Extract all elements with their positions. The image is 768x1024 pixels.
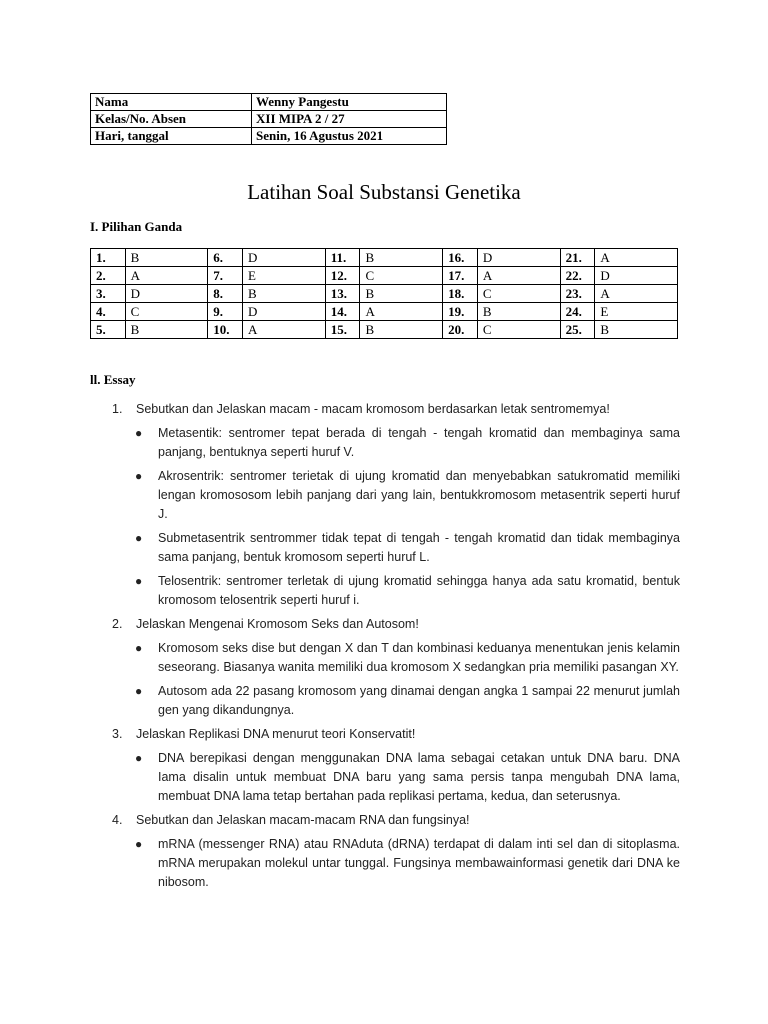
bullet-text: Autosom ada 22 pasang kromosom yang dinamai dengan angka 1 sampai 22 menurut jumlah gen yang dikandungnya. [158,684,680,717]
info-value: XII MIPA 2 / 27 [252,111,447,128]
info-row-name [91,94,447,111]
answer-bullet [0,572,768,610]
answer-number: 4. [91,303,126,321]
answer-number: 14. [325,303,360,321]
info-value: Wenny Pangestu [252,94,447,111]
essay-section [0,400,768,897]
answer-number: 20. [443,321,478,339]
answer-row [91,249,678,267]
answer-number: 9. [208,303,243,321]
bullet-icon: ● [135,751,143,765]
answer-choice: A [360,303,443,321]
answer-number: 10. [208,321,243,339]
question-number: 4. [112,813,123,827]
answer-bullet [0,835,768,892]
answer-number: 24. [560,303,595,321]
info-label: Hari, tanggal [91,128,252,145]
question-text: Jelaskan Mengenai Kromosom Seks dan Autosom! [136,617,419,631]
answer-choice: B [360,249,443,267]
answer-number: 16. [443,249,478,267]
essay-question [0,400,768,419]
answer-grid [90,248,678,339]
answer-bullet [0,639,768,677]
answer-choice: A [595,249,678,267]
answer-number: 19. [443,303,478,321]
answer-choice: A [477,267,560,285]
answer-choice: E [595,303,678,321]
answer-row [91,267,678,285]
bullet-icon: ● [135,641,143,655]
answer-choice: C [125,303,208,321]
answer-choice: B [125,321,208,339]
answer-number: 11. [325,249,360,267]
question-number: 3. [112,727,123,741]
bullet-text: Telosentrik: sentromer terletak di ujung kromatid sehingga hanya ada satu kromatid, bentuk kromosom telosentrik seperti huruf i. [158,574,680,607]
answer-number: 12. [325,267,360,285]
answer-row [91,321,678,339]
answer-number: 23. [560,285,595,303]
bullet-icon: ● [135,837,143,851]
bullet-text: mRNA (messenger RNA) atau RNAduta (dRNA) terdapat di dalam inti sel dan di sitoplasma. mRNA merupakan molekul untar tunggal. Fungsinya membawainformasi genetik dari DNA ke nibosom. [158,837,680,889]
question-text: Sebutkan dan Jelaskan macam - macam kromosom berdasarkan letak sentromemya! [136,402,610,416]
answer-choice: C [360,267,443,285]
answer-number: 18. [443,285,478,303]
answer-bullet [0,682,768,720]
bullet-icon: ● [135,426,143,440]
answer-number: 6. [208,249,243,267]
answer-bullet [0,424,768,462]
section-heading-multiple-choice: I. Pilihan Ganda [90,219,183,234]
answer-choice: D [595,267,678,285]
answer-choice: A [243,321,326,339]
bullet-text: Submetasentrik sentrommer tidak tepat di tengah - tengah kromatid dan tidak membaginya sama panjang, bentuk kromosom seperti huruf L. [158,531,680,564]
answer-number: 17. [443,267,478,285]
answer-number: 25. [560,321,595,339]
answer-choice: B [360,321,443,339]
answer-number: 5. [91,321,126,339]
answer-row [91,303,678,321]
answer-number: 2. [91,267,126,285]
answer-choice: E [243,267,326,285]
answer-number: 7. [208,267,243,285]
bullet-text: DNA berepikasi dengan menggunakan DNA lama sebagai cetakan untuk DNA baru. DNA Iama disalin untuk membuat DNA baru yang sama persis tanpa mengubah DNA lama, membuat DNA lama tetap bertahan pada replikasi pertama, kedua, dan seterusnya. [158,751,680,803]
question-text: Sebutkan dan Jelaskan macam-macam RNA dan fungsinya! [136,813,470,827]
document-title: Latihan Soal Substansi Genetika [247,180,521,204]
bullet-icon: ● [135,574,143,588]
info-label: Kelas/No. Absen [91,111,252,128]
answer-choice: B [243,285,326,303]
section-heading-essay: ll. Essay [90,372,136,387]
info-row-date [91,128,447,145]
answer-choice: D [125,285,208,303]
info-row-class [91,111,447,128]
bullet-text: Kromosom seks dise but dengan X dan T dan kombinasi keduanya menentukan jenis kelamin seseorang. Biasanya wanita memiliki dua kromosom X sedangkan pria memiliki pasangan XY. [158,641,680,674]
answer-number: 13. [325,285,360,303]
info-value: Senin, 16 Agustus 2021 [252,128,447,145]
answer-choice: C [477,321,560,339]
answer-choice: B [595,321,678,339]
answer-number: 1. [91,249,126,267]
answer-choice: D [243,249,326,267]
bullet-icon: ● [135,531,143,545]
answer-number: 15. [325,321,360,339]
answer-row [91,285,678,303]
answer-choice: B [125,249,208,267]
answer-choice: D [243,303,326,321]
answer-number: 8. [208,285,243,303]
essay-question [0,725,768,744]
student-info-table [90,93,447,145]
answer-number: 3. [91,285,126,303]
answer-choice: D [477,249,560,267]
answer-bullet [0,529,768,567]
answer-choice: A [595,285,678,303]
essay-question [0,811,768,830]
answer-choice: B [360,285,443,303]
question-text: Jelaskan Replikasi DNA menurut teori Konservatit! [136,727,416,741]
question-number: 1. [112,402,123,416]
essay-question [0,615,768,634]
answer-number: 21. [560,249,595,267]
info-label: Nama [91,94,252,111]
answer-number: 22. [560,267,595,285]
bullet-text: Metasentik: sentromer tepat berada di tengah - tengah kromatid dan membaginya sama panjang, bentuknya seperti huruf V. [158,426,680,459]
bullet-icon: ● [135,469,143,483]
answer-bullet [0,749,768,806]
answer-bullet [0,467,768,524]
answer-choice: A [125,267,208,285]
answer-choice: C [477,285,560,303]
bullet-icon: ● [135,684,143,698]
answer-choice: B [477,303,560,321]
question-number: 2. [112,617,123,631]
bullet-text: Akrosentrik: sentromer terietak di ujung kromatid dan menyebabkan satukromatid memiliki lengan kromososom lebih panjang dari yang lain, bentukkromosom metasentrik seperti huruf J. [158,469,680,521]
